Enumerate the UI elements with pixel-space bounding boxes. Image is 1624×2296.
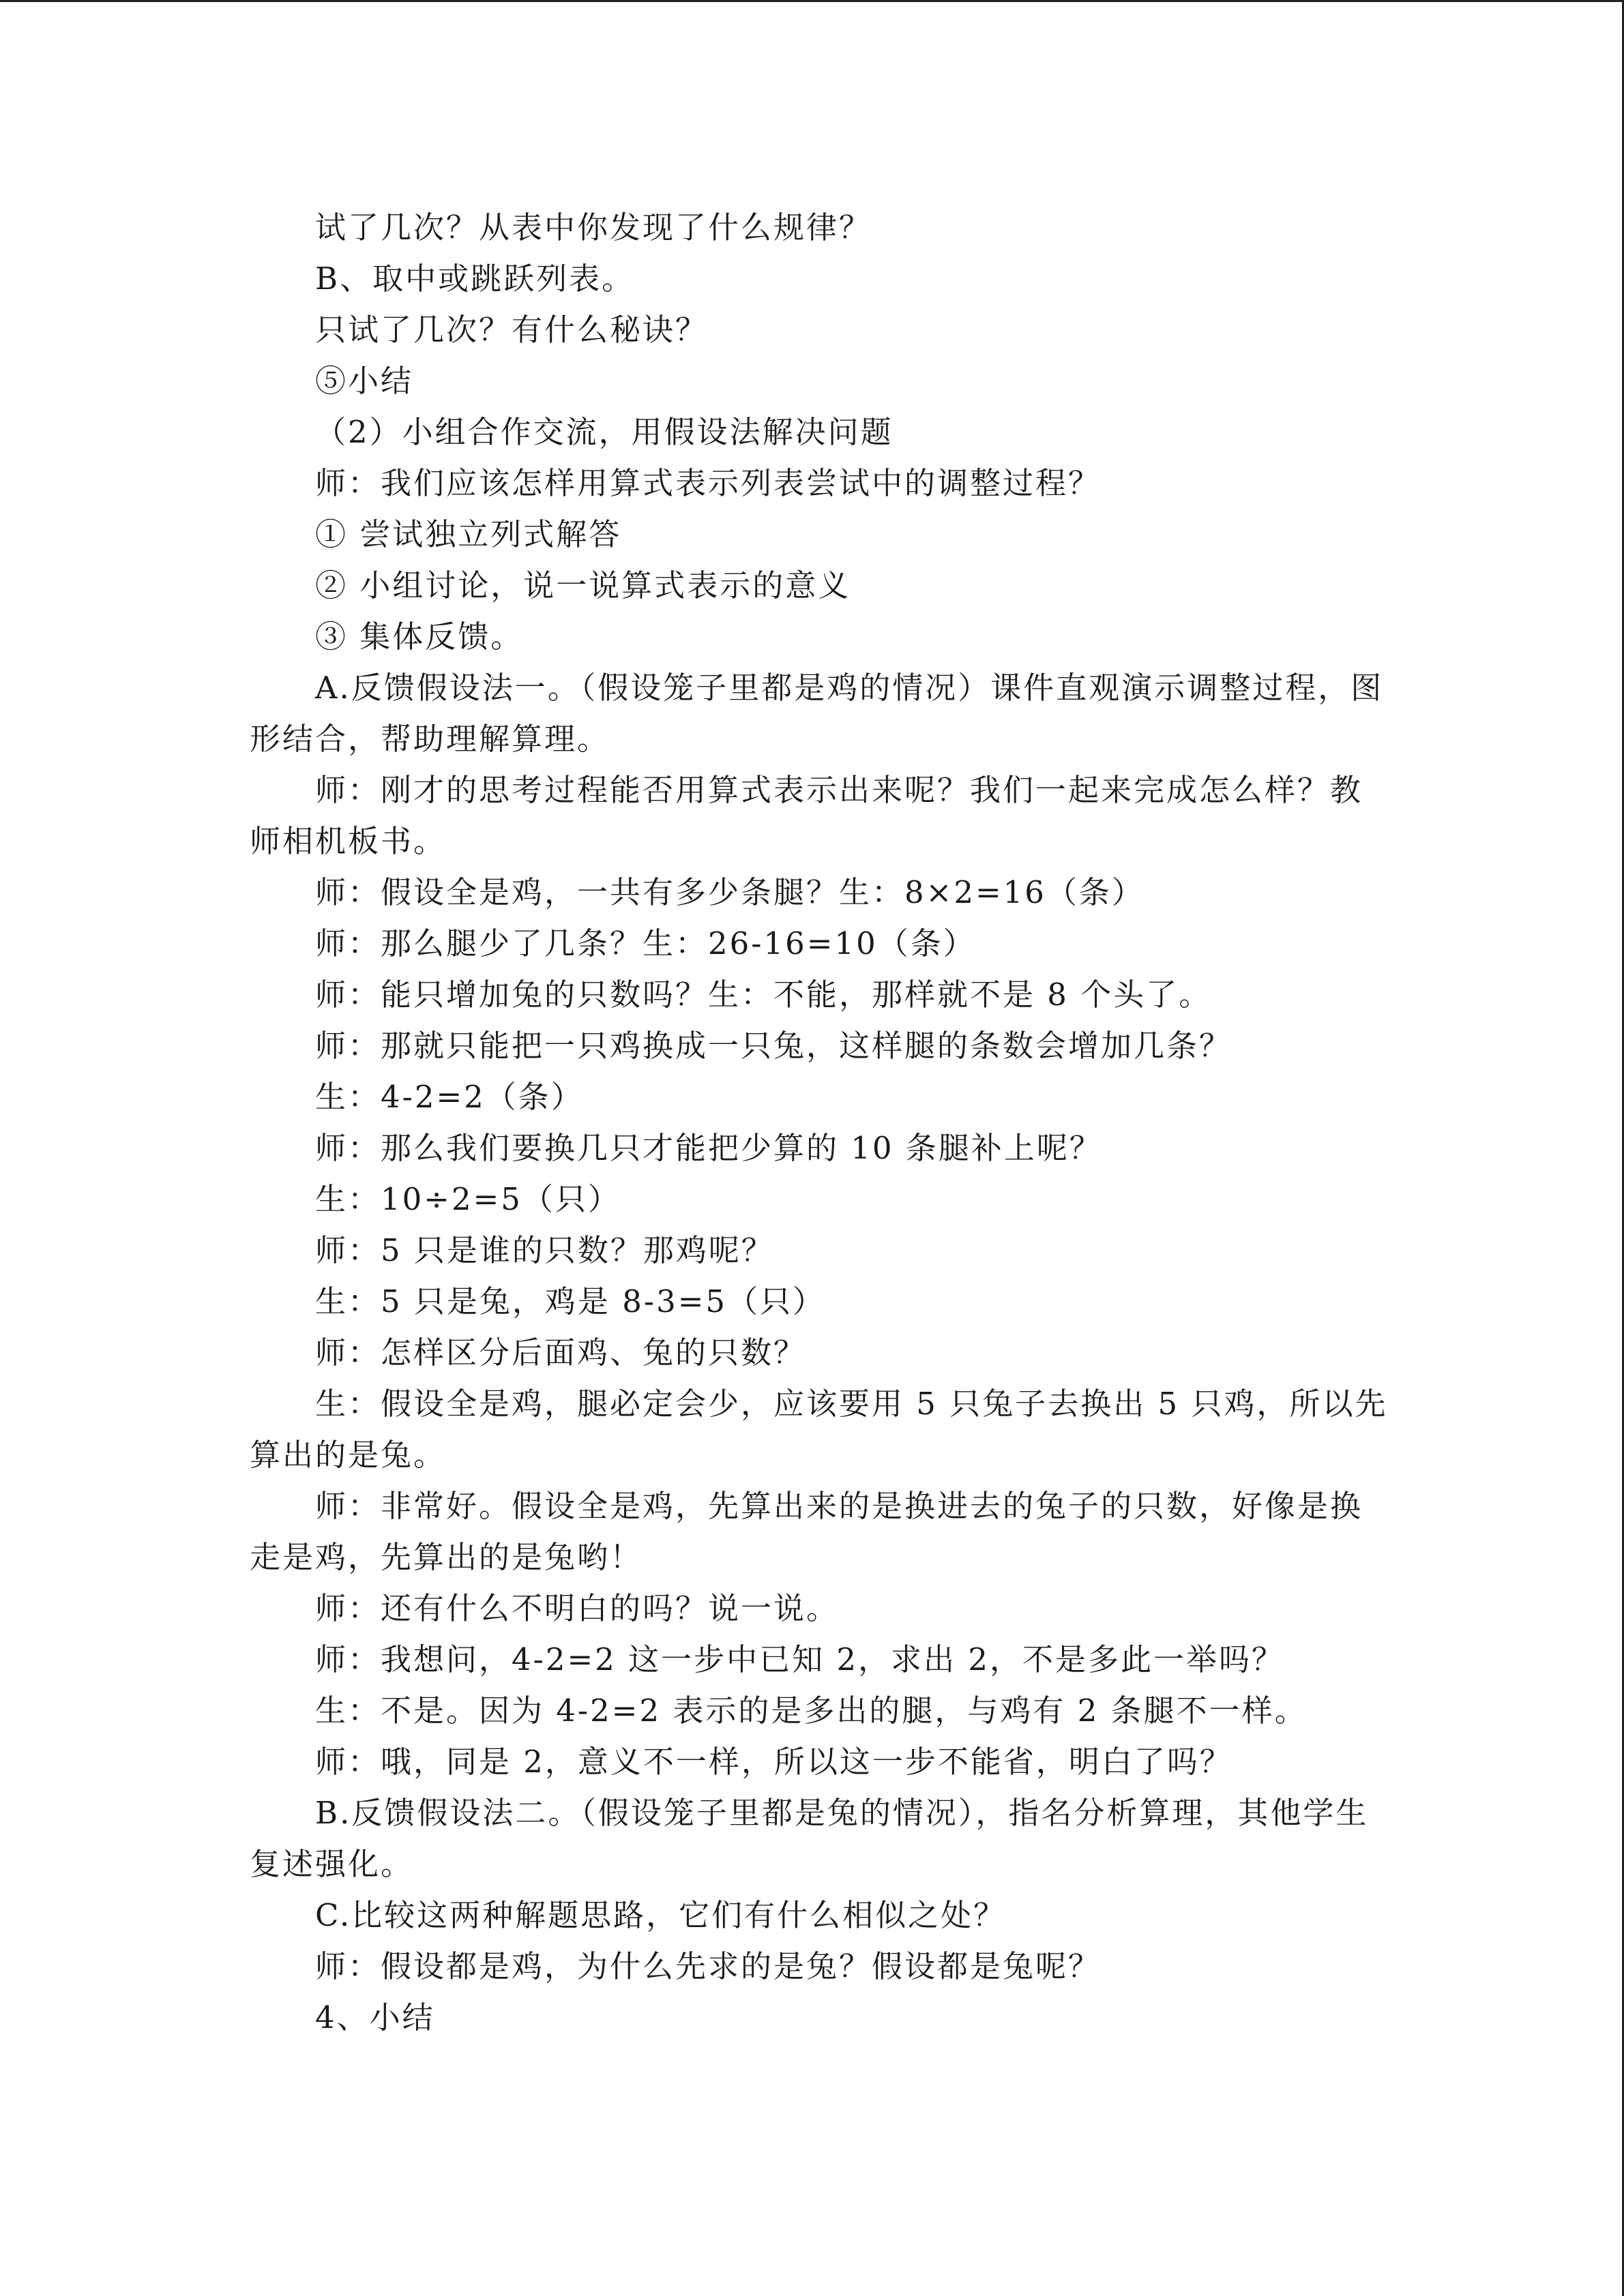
document-body <box>250 202 1390 2043</box>
paragraph: 师：假设都是鸡，为什么先求的是兔？假设都是兔呢？ <box>315 1948 1102 1984</box>
paragraph: 师：哦，同是 2，意义不一样，所以这一步不能省，明白了吗？ <box>315 1744 1232 1780</box>
paragraph: ⑤小结 <box>315 363 414 399</box>
paragraph: 师：那么我们要换几只才能把少算的 10 条腿补上呢？ <box>315 1130 1102 1166</box>
paragraph: 师：5 只是谁的只数？那鸡呢？ <box>315 1232 774 1268</box>
paragraph: C.比较这两种解题思路，它们有什么相似之处？ <box>315 1897 1007 1933</box>
paragraph: 师：非常好。假设全是鸡，先算出来的是换进去的兔子的只数，好像是换走是鸡，先算出的是兔哟！ <box>250 1488 1363 1575</box>
paragraph: 师：刚才的思考过程能否用算式表示出来呢？我们一起来完成怎么样？教师相机板书。 <box>250 772 1363 859</box>
paragraph: 生：5 只是兔，鸡是 8-3=5（只） <box>315 1283 826 1320</box>
paragraph: 试了几次？从表中你发现了什么规律？ <box>315 209 872 245</box>
paragraph: 生：10÷2=5（只） <box>315 1181 621 1217</box>
paragraph: B、取中或跳跃列表。 <box>315 260 635 297</box>
paragraph: 师：怎样区分后面鸡、兔的只数？ <box>315 1335 807 1371</box>
paragraph: 生：4-2=2（条） <box>315 1079 584 1115</box>
paragraph: 师：那么腿少了几条？生：26-16=10（条） <box>315 925 976 961</box>
paragraph: 师：我们应该怎样用算式表示列表尝试中的调整过程？ <box>315 465 1102 501</box>
paragraph: ③ 集体反馈。 <box>315 618 524 655</box>
paragraph: 师：能只增加兔的只数吗？生：不能，那样就不是 8 个头了。 <box>315 976 1212 1013</box>
paragraph: 师：我想问，4-2=2 这一步中已知 2，求出 2，不是多此一举吗？ <box>315 1641 1284 1678</box>
paragraph: 生：不是。因为 4-2=2 表示的是多出的腿，与鸡有 2 条腿不一样。 <box>315 1693 1308 1729</box>
page-border-top <box>0 0 1624 2</box>
paragraph: ① 尝试独立列式解答 <box>315 516 622 552</box>
paragraph: 师：还有什么不明白的吗？说一说。 <box>315 1590 840 1626</box>
paragraph: （2）小组合作交流，用假设法解决问题 <box>315 414 894 450</box>
paragraph: 师：那就只能把一只鸡换成一只兔，这样腿的条数会增加几条？ <box>315 1028 1232 1064</box>
paragraph: ② 小组讨论，说一说算式表示的意义 <box>315 567 851 603</box>
paragraph: B.反馈假设法二。（假设笼子里都是兔的情况），指名分析算理，其他学生复述强化。 <box>250 1795 1369 1882</box>
paragraph: 4、小结 <box>315 1999 435 2036</box>
paragraph: 生：假设全是鸡，腿必定会少，应该要用 5 只兔子去换出 5 只鸡，所以先算出的是兔。 <box>250 1386 1388 1473</box>
paragraph: A.反馈假设法一。（假设笼子里都是鸡的情况）课件直观演示调整过程，图形结合，帮助理解算理。 <box>250 670 1384 757</box>
paragraph: 只试了几次？有什么秘诀？ <box>315 312 709 348</box>
paragraph: 师：假设全是鸡，一共有多少条腿？生：8×2=16（条） <box>315 874 1145 910</box>
